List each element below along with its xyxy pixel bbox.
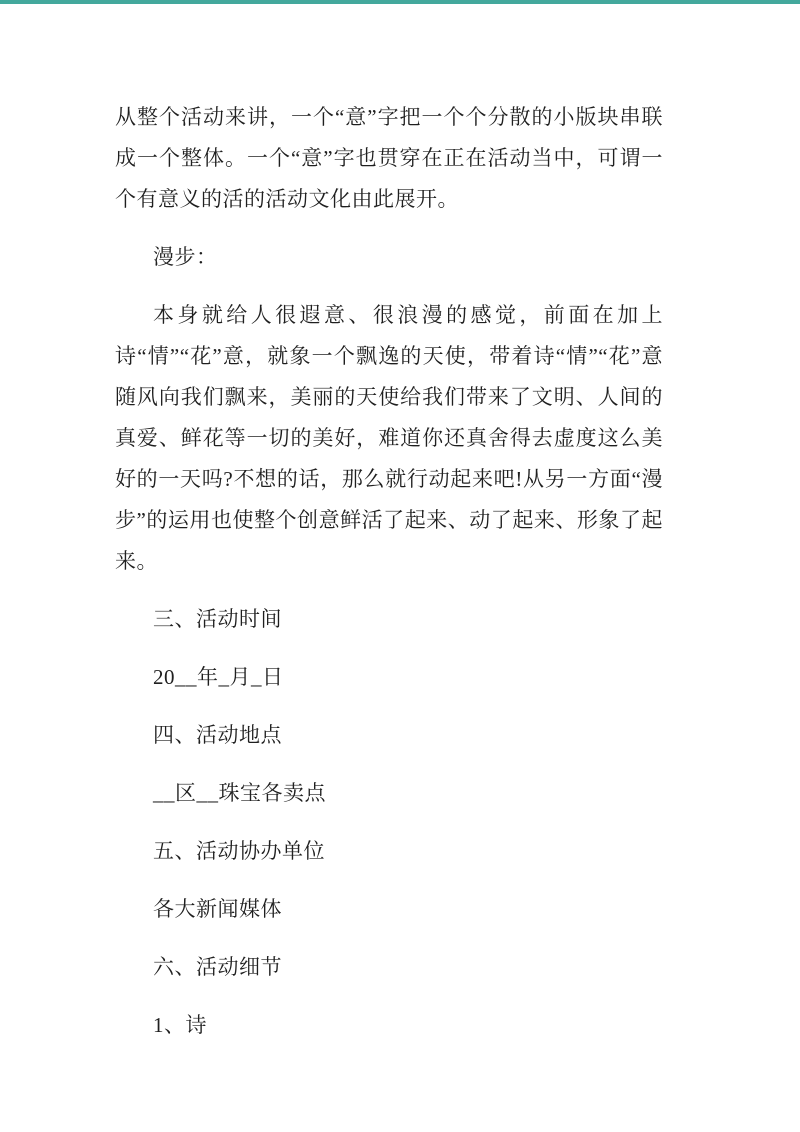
text-media-partners: 各大新闻媒体 xyxy=(153,897,282,921)
paragraph-yi-theme-continuation: 从整个活动来讲，一个“意”字把一个个分散的小版块串联成一个整体。一个“意”字也贯穿在正在活动当中，可谓一个有意义的活的活动文化由此展开。 xyxy=(115,105,663,211)
text-date-placeholder: 20__年_月_日 xyxy=(153,665,284,689)
document-body xyxy=(115,97,663,1063)
heading-section-5-co-organizers: 五、活动协办单位 xyxy=(153,839,325,863)
text-detail-item-1-poem: 1、诗 xyxy=(153,1013,207,1037)
paragraph-manbu-description: 本身就给人很遐意、很浪漫的感觉，前面在加上诗“情”“花”意，就象一个飘逸的天使，带着诗“情”“花”意随风向我们飘来，美丽的天使给我们带来了文明、人间的真爱、鲜花等一切的美好，难道你还真舍得去虚度这么美好的一天吗?不想的话，那么就行动起来吧!从另一方面“漫步”的运用也使整个创意鲜活了起来、动了起来、形象了起来。 xyxy=(115,303,663,573)
top-accent-bar xyxy=(0,0,800,4)
heading-section-3-activity-time: 三、活动时间 xyxy=(153,607,282,631)
heading-section-4-activity-location: 四、活动地点 xyxy=(153,723,282,747)
text-location-placeholder: __区__珠宝各卖点 xyxy=(153,781,326,805)
heading-section-6-activity-details: 六、活动细节 xyxy=(153,955,282,979)
label-manbu: 漫步： xyxy=(153,245,218,269)
